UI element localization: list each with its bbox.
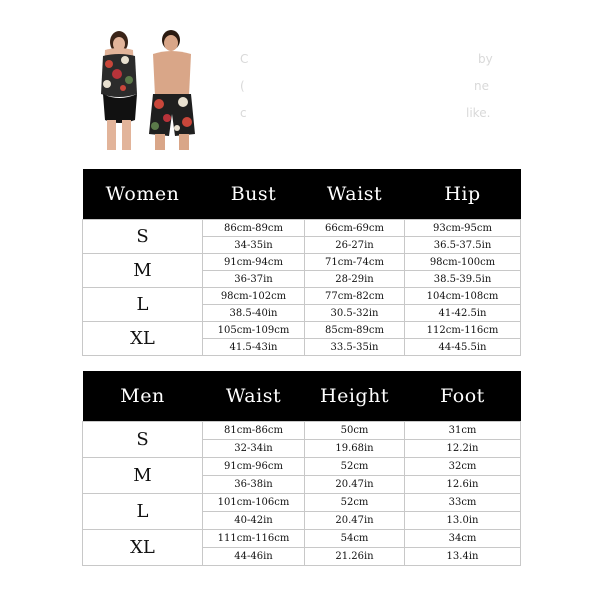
cell-foot-in: 13.0in xyxy=(405,512,521,530)
size-label: XL xyxy=(83,322,203,356)
cell-hip-in: 38.5-39.5in xyxy=(405,271,521,288)
cell-bust-in: 36-37in xyxy=(203,271,305,288)
cell-waist-in: 32-34in xyxy=(203,440,305,458)
women-header-row xyxy=(83,169,521,220)
cell-bust-in: 34-35in xyxy=(203,237,305,254)
cell-foot-cm: 32cm xyxy=(405,458,521,476)
size-label: L xyxy=(83,288,203,322)
table-row xyxy=(83,494,521,512)
couple-swimwear-illustration xyxy=(97,30,209,152)
cell-waist-cm: 101cm-106cm xyxy=(203,494,305,512)
cell-waist-in: 44-46in xyxy=(203,548,305,566)
cell-bust-in: 41.5-43in xyxy=(203,339,305,356)
cell-bust-cm: 91cm-94cm xyxy=(203,254,305,271)
cell-hip-in: 41-42.5in xyxy=(405,305,521,322)
cell-foot-in: 12.6in xyxy=(405,476,521,494)
header-height: Height xyxy=(305,371,405,422)
cell-foot-cm: 31cm xyxy=(405,422,521,440)
cell-bust-cm: 86cm-89cm xyxy=(203,220,305,237)
header-women: Women xyxy=(83,169,203,220)
cell-waist-cm: 77cm-82cm xyxy=(305,288,405,305)
cell-bust-in: 38.5-40in xyxy=(203,305,305,322)
cell-waist-cm: 66cm-69cm xyxy=(305,220,405,237)
cell-hip-cm: 104cm-108cm xyxy=(405,288,521,305)
cell-foot-in: 12.2in xyxy=(405,440,521,458)
header-waist: Waist xyxy=(305,169,405,220)
men-header-row xyxy=(83,371,521,422)
women-size-table xyxy=(82,169,521,356)
cell-foot-in: 13.4in xyxy=(405,548,521,566)
header-waist: Waist xyxy=(203,371,305,422)
cell-height-cm: 52cm xyxy=(305,494,405,512)
size-label: S xyxy=(83,220,203,254)
cell-waist-in: 33.5-35in xyxy=(305,339,405,356)
cell-waist-cm: 85cm-89cm xyxy=(305,322,405,339)
table-row xyxy=(83,422,521,440)
table-row xyxy=(83,458,521,476)
size-label: S xyxy=(83,422,203,458)
size-label: L xyxy=(83,494,203,530)
size-label: XL xyxy=(83,530,203,566)
size-label: M xyxy=(83,254,203,288)
header-foot: Foot xyxy=(405,371,521,422)
cell-hip-in: 36.5-37.5in xyxy=(405,237,521,254)
cell-waist-cm: 71cm-74cm xyxy=(305,254,405,271)
cell-waist-in: 30.5-32in xyxy=(305,305,405,322)
table-row xyxy=(83,322,521,339)
cell-hip-cm: 112cm-116cm xyxy=(405,322,521,339)
cell-waist-cm: 91cm-96cm xyxy=(203,458,305,476)
cell-height-in: 20.47in xyxy=(305,476,405,494)
cell-height-in: 20.47in xyxy=(305,512,405,530)
header-men: Men xyxy=(83,371,203,422)
faded-description-text: C by ( ne c like. xyxy=(240,52,493,120)
cell-bust-cm: 98cm-102cm xyxy=(203,288,305,305)
cell-waist-cm: 111cm-116cm xyxy=(203,530,305,548)
header-bust: Bust xyxy=(203,169,305,220)
cell-height-cm: 54cm xyxy=(305,530,405,548)
table-row xyxy=(83,254,521,271)
table-row xyxy=(83,220,521,237)
cell-waist-in: 40-42in xyxy=(203,512,305,530)
men-size-table xyxy=(82,371,521,566)
cell-waist-in: 26-27in xyxy=(305,237,405,254)
product-photo xyxy=(97,30,209,152)
table-row xyxy=(83,288,521,305)
cell-waist-cm: 81cm-86cm xyxy=(203,422,305,440)
cell-bust-cm: 105cm-109cm xyxy=(203,322,305,339)
cell-hip-cm: 93cm-95cm xyxy=(405,220,521,237)
cell-height-cm: 52cm xyxy=(305,458,405,476)
cell-hip-cm: 98cm-100cm xyxy=(405,254,521,271)
cell-height-in: 21.26in xyxy=(305,548,405,566)
cell-height-in: 19.68in xyxy=(305,440,405,458)
cell-waist-in: 28-29in xyxy=(305,271,405,288)
cell-height-cm: 50cm xyxy=(305,422,405,440)
size-label: M xyxy=(83,458,203,494)
header-hip: Hip xyxy=(405,169,521,220)
table-row xyxy=(83,530,521,548)
cell-foot-cm: 33cm xyxy=(405,494,521,512)
cell-foot-cm: 34cm xyxy=(405,530,521,548)
cell-hip-in: 44-45.5in xyxy=(405,339,521,356)
cell-waist-in: 36-38in xyxy=(203,476,305,494)
